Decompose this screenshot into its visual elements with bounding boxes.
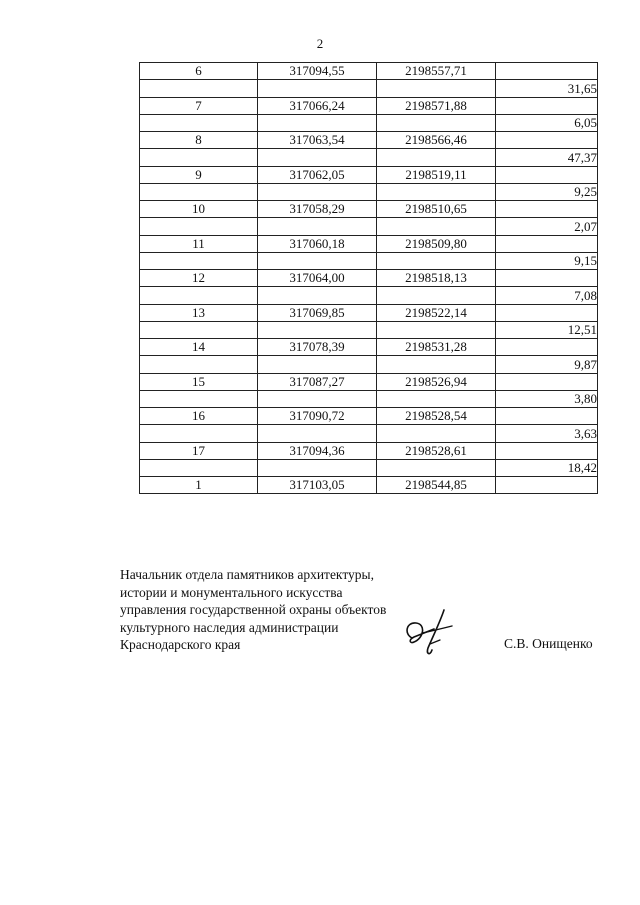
y-coordinate-cell: 2198557,71 bbox=[377, 63, 496, 80]
distance-cell: 12,51 bbox=[496, 321, 598, 338]
distance-cell bbox=[496, 477, 598, 494]
signatory-title-line: Краснодарского края bbox=[120, 637, 241, 652]
point-number-cell: 8 bbox=[140, 132, 258, 149]
table-row bbox=[140, 201, 598, 218]
x-coordinate-cell bbox=[258, 114, 377, 131]
table-row bbox=[140, 252, 598, 269]
point-number-cell bbox=[140, 390, 258, 407]
x-coordinate-cell bbox=[258, 321, 377, 338]
y-coordinate-cell bbox=[377, 114, 496, 131]
distance-cell bbox=[496, 132, 598, 149]
point-number-cell bbox=[140, 321, 258, 338]
point-number-cell bbox=[140, 459, 258, 476]
x-coordinate-cell bbox=[258, 356, 377, 373]
y-coordinate-cell: 2198544,85 bbox=[377, 477, 496, 494]
x-coordinate-cell: 317060,18 bbox=[258, 235, 377, 252]
signatory-title-line: истории и монументального искусства bbox=[120, 584, 343, 600]
signatory-title-line: культурного наследия администрации bbox=[120, 619, 339, 635]
distance-cell: 3,63 bbox=[496, 425, 598, 442]
table-row bbox=[140, 270, 598, 287]
y-coordinate-cell: 2198526,94 bbox=[377, 373, 496, 390]
x-coordinate-cell: 317087,27 bbox=[258, 373, 377, 390]
x-coordinate-cell bbox=[258, 459, 377, 476]
point-number-cell: 6 bbox=[140, 63, 258, 80]
distance-cell: 6,05 bbox=[496, 114, 598, 131]
x-coordinate-cell bbox=[258, 80, 377, 97]
y-coordinate-cell bbox=[377, 149, 496, 166]
distance-cell: 18,42 bbox=[496, 459, 598, 476]
point-number-cell bbox=[140, 287, 258, 304]
x-coordinate-cell bbox=[258, 252, 377, 269]
table-row bbox=[140, 442, 598, 459]
y-coordinate-cell bbox=[377, 356, 496, 373]
point-number-cell: 13 bbox=[140, 304, 258, 321]
x-coordinate-cell: 317078,39 bbox=[258, 339, 377, 356]
point-number-cell: 17 bbox=[140, 442, 258, 459]
table-row bbox=[140, 339, 598, 356]
point-number-cell: 16 bbox=[140, 408, 258, 425]
x-coordinate-cell: 317094,55 bbox=[258, 63, 377, 80]
x-coordinate-cell bbox=[258, 390, 377, 407]
point-number-cell bbox=[140, 218, 258, 235]
point-number-cell: 10 bbox=[140, 201, 258, 218]
signatory-title bbox=[120, 566, 420, 654]
distance-cell: 2,07 bbox=[496, 218, 598, 235]
table-row bbox=[140, 287, 598, 304]
point-number-cell: 1 bbox=[140, 477, 258, 494]
signatory-name: С.В. Онищенко bbox=[504, 636, 593, 651]
table-row bbox=[140, 149, 598, 166]
point-number-cell bbox=[140, 425, 258, 442]
distance-cell bbox=[496, 408, 598, 425]
y-coordinate-cell bbox=[377, 252, 496, 269]
y-coordinate-cell bbox=[377, 80, 496, 97]
table-row bbox=[140, 218, 598, 235]
distance-cell bbox=[496, 304, 598, 321]
x-coordinate-cell: 317066,24 bbox=[258, 97, 377, 114]
table-row bbox=[140, 97, 598, 114]
x-coordinate-cell bbox=[258, 183, 377, 200]
table-row bbox=[140, 373, 598, 390]
point-number-cell bbox=[140, 183, 258, 200]
y-coordinate-cell: 2198571,88 bbox=[377, 97, 496, 114]
y-coordinate-cell: 2198566,46 bbox=[377, 132, 496, 149]
x-coordinate-cell: 317103,05 bbox=[258, 477, 377, 494]
point-number-cell: 7 bbox=[140, 97, 258, 114]
table-row bbox=[140, 425, 598, 442]
distance-cell: 9,87 bbox=[496, 356, 598, 373]
y-coordinate-cell bbox=[377, 321, 496, 338]
signatory-title-line: Начальник отдела памятников архитектуры, bbox=[120, 567, 374, 582]
y-coordinate-cell bbox=[377, 459, 496, 476]
y-coordinate-cell bbox=[377, 287, 496, 304]
table-row bbox=[140, 183, 598, 200]
y-coordinate-cell: 2198518,13 bbox=[377, 270, 496, 287]
y-coordinate-cell: 2198510,65 bbox=[377, 201, 496, 218]
y-coordinate-cell bbox=[377, 218, 496, 235]
point-number-cell bbox=[140, 356, 258, 373]
x-coordinate-cell: 317069,85 bbox=[258, 304, 377, 321]
distance-cell bbox=[496, 63, 598, 80]
distance-cell bbox=[496, 166, 598, 183]
y-coordinate-cell: 2198519,11 bbox=[377, 166, 496, 183]
distance-cell: 7,08 bbox=[496, 287, 598, 304]
point-number-cell: 12 bbox=[140, 270, 258, 287]
point-number-cell bbox=[140, 80, 258, 97]
signatory-title-line: управления государственной охраны объектов bbox=[120, 602, 387, 617]
table-row bbox=[140, 321, 598, 338]
page-number: 2 bbox=[316, 36, 324, 51]
x-coordinate-cell bbox=[258, 425, 377, 442]
coordinates-table bbox=[139, 62, 598, 494]
point-number-cell: 11 bbox=[140, 235, 258, 252]
y-coordinate-cell bbox=[377, 390, 496, 407]
x-coordinate-cell: 317063,54 bbox=[258, 132, 377, 149]
y-coordinate-cell: 2198509,80 bbox=[377, 235, 496, 252]
distance-cell bbox=[496, 97, 598, 114]
distance-cell bbox=[496, 442, 598, 459]
x-coordinate-cell bbox=[258, 149, 377, 166]
table-row bbox=[140, 390, 598, 407]
y-coordinate-cell: 2198531,28 bbox=[377, 339, 496, 356]
x-coordinate-cell: 317090,72 bbox=[258, 408, 377, 425]
x-coordinate-cell bbox=[258, 218, 377, 235]
handwritten-signature bbox=[400, 604, 470, 662]
y-coordinate-cell bbox=[377, 425, 496, 442]
table-row bbox=[140, 80, 598, 97]
x-coordinate-cell: 317058,29 bbox=[258, 201, 377, 218]
distance-cell: 9,25 bbox=[496, 183, 598, 200]
distance-cell: 9,15 bbox=[496, 252, 598, 269]
table-row bbox=[140, 114, 598, 131]
table-row bbox=[140, 235, 598, 252]
distance-cell: 3,80 bbox=[496, 390, 598, 407]
y-coordinate-cell: 2198528,61 bbox=[377, 442, 496, 459]
distance-cell bbox=[496, 235, 598, 252]
distance-cell bbox=[496, 339, 598, 356]
point-number-cell: 9 bbox=[140, 166, 258, 183]
table-row bbox=[140, 166, 598, 183]
distance-cell: 47,37 bbox=[496, 149, 598, 166]
y-coordinate-cell: 2198522,14 bbox=[377, 304, 496, 321]
table-row bbox=[140, 408, 598, 425]
distance-cell bbox=[496, 270, 598, 287]
x-coordinate-cell: 317094,36 bbox=[258, 442, 377, 459]
point-number-cell: 15 bbox=[140, 373, 258, 390]
distance-cell bbox=[496, 201, 598, 218]
table-row bbox=[140, 356, 598, 373]
table-row bbox=[140, 304, 598, 321]
point-number-cell: 14 bbox=[140, 339, 258, 356]
table-row bbox=[140, 459, 598, 476]
x-coordinate-cell: 317064,00 bbox=[258, 270, 377, 287]
distance-cell: 31,65 bbox=[496, 80, 598, 97]
table-row bbox=[140, 63, 598, 80]
point-number-cell bbox=[140, 114, 258, 131]
x-coordinate-cell: 317062,05 bbox=[258, 166, 377, 183]
y-coordinate-cell: 2198528,54 bbox=[377, 408, 496, 425]
point-number-cell bbox=[140, 149, 258, 166]
table-row bbox=[140, 477, 598, 494]
table-row bbox=[140, 132, 598, 149]
point-number-cell bbox=[140, 252, 258, 269]
y-coordinate-cell bbox=[377, 183, 496, 200]
x-coordinate-cell bbox=[258, 287, 377, 304]
distance-cell bbox=[496, 373, 598, 390]
